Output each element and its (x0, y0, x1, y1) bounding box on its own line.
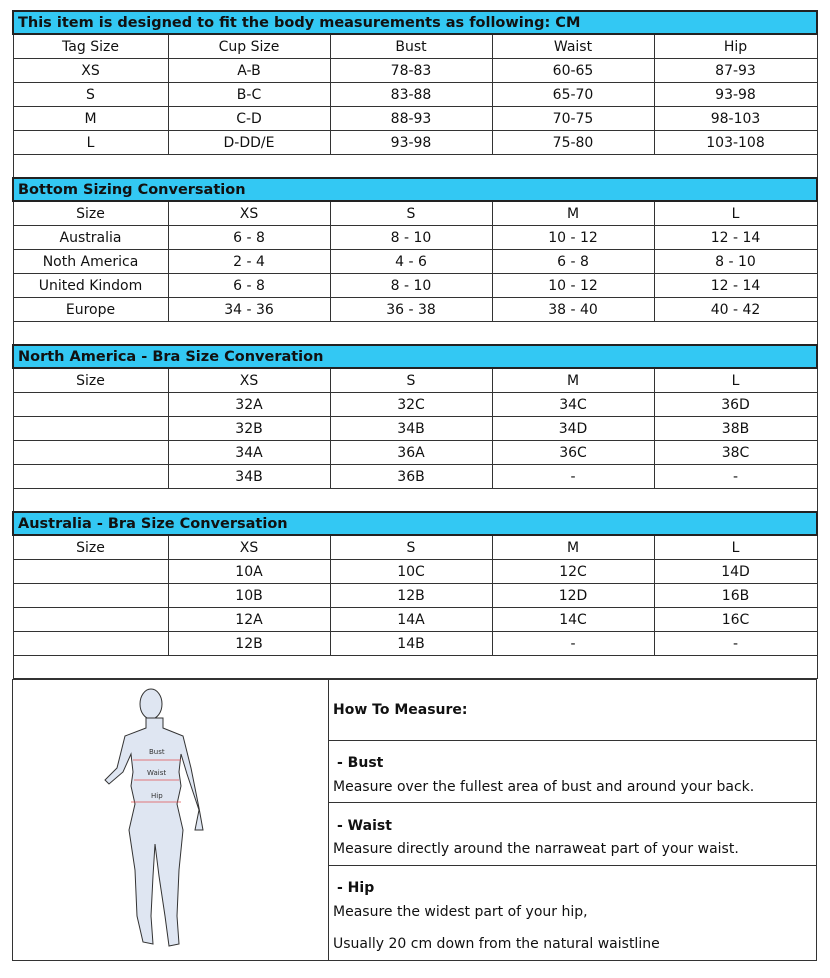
table-row (13, 393, 817, 417)
spacer-row (13, 489, 817, 513)
spacer-cell (13, 155, 817, 179)
table-cell: Noth America (13, 250, 168, 274)
table-cell: 65-70 (492, 83, 654, 107)
hip-heading: - Hip (329, 865, 817, 896)
column-header: S (330, 535, 492, 560)
how-to-measure-section (12, 679, 817, 961)
table-cell: L (13, 131, 168, 155)
table-cell: 98-103 (654, 107, 817, 131)
table-cell (13, 560, 168, 584)
table-cell: 2 - 4 (168, 250, 330, 274)
column-header: Hip (654, 34, 817, 59)
column-header: Size (13, 368, 168, 393)
body-fit-title: This item is designed to fit the body measurements as following: CM (13, 11, 817, 34)
column-header: XS (168, 201, 330, 226)
table-cell: 6 - 8 (492, 250, 654, 274)
column-header: XS (168, 535, 330, 560)
table-cell: 34B (168, 465, 330, 489)
table-cell: A-B (168, 59, 330, 83)
table-cell: 12 - 14 (654, 226, 817, 250)
table-cell: 36C (492, 441, 654, 465)
column-header: S (330, 201, 492, 226)
table-cell: United Kindom (13, 274, 168, 298)
table-cell: 83-88 (330, 83, 492, 107)
table-cell: 12D (492, 584, 654, 608)
table-row (13, 608, 817, 632)
table-cell (13, 393, 168, 417)
table-cell (13, 465, 168, 489)
column-header: L (654, 201, 817, 226)
table-cell: 36D (654, 393, 817, 417)
table-row (13, 298, 817, 322)
table-cell (13, 417, 168, 441)
spacer-cell (13, 489, 817, 513)
table-cell: 12B (330, 584, 492, 608)
hip-instruction: Measure the widest part of your hip, (329, 896, 817, 928)
table-cell: Australia (13, 226, 168, 250)
au-bra-column-header-row (13, 535, 817, 560)
table-cell: 87-93 (654, 59, 817, 83)
table-cell: 93-98 (330, 131, 492, 155)
na-bra-title: North America - Bra Size Converation (13, 345, 817, 368)
table-cell: 4 - 6 (330, 250, 492, 274)
body-fit-column-header-row (13, 34, 817, 59)
table-cell: 34B (330, 417, 492, 441)
table-cell: 8 - 10 (654, 250, 817, 274)
size-tables (12, 10, 818, 679)
table-cell: - (654, 632, 817, 656)
table-cell: 8 - 10 (330, 226, 492, 250)
table-cell: 75-80 (492, 131, 654, 155)
table-cell: 16C (654, 608, 817, 632)
table-cell: 32B (168, 417, 330, 441)
table-cell: 36B (330, 465, 492, 489)
na-bra-column-header-row (13, 368, 817, 393)
table-cell: 12A (168, 608, 330, 632)
spacer-row (13, 155, 817, 179)
figure-bust-label: Bust (149, 748, 165, 756)
how-to-measure-title: How To Measure: (329, 680, 817, 741)
table-cell: 12B (168, 632, 330, 656)
table-row (13, 83, 817, 107)
column-header: S (330, 368, 492, 393)
table-cell: 38 - 40 (492, 298, 654, 322)
table-cell: M (13, 107, 168, 131)
table-cell: 10C (330, 560, 492, 584)
table-row (13, 226, 817, 250)
column-header: M (492, 535, 654, 560)
table-row (13, 131, 817, 155)
table-cell: 36A (330, 441, 492, 465)
table-cell: 16B (654, 584, 817, 608)
figure-waist-label: Waist (147, 769, 167, 777)
table-cell: 34A (168, 441, 330, 465)
table-cell (13, 632, 168, 656)
table-cell: D-DD/E (168, 131, 330, 155)
column-header: L (654, 535, 817, 560)
table-cell: 36 - 38 (330, 298, 492, 322)
table-row (13, 632, 817, 656)
table-cell: 14C (492, 608, 654, 632)
table-row (13, 107, 817, 131)
column-header: M (492, 368, 654, 393)
body-figure-illustration (13, 680, 329, 956)
table-cell: 103-108 (654, 131, 817, 155)
column-header: Size (13, 535, 168, 560)
table-cell: 6 - 8 (168, 226, 330, 250)
spacer-cell (13, 322, 817, 346)
column-header: Size (13, 201, 168, 226)
spacer-row (13, 322, 817, 346)
table-row (13, 250, 817, 274)
bust-heading: - Bust (329, 740, 817, 771)
bottom-sizing-column-header-row (13, 201, 817, 226)
au-bra-title-row (13, 512, 817, 535)
table-cell: 8 - 10 (330, 274, 492, 298)
figure-hip-label: Hip (151, 792, 163, 800)
column-header: Cup Size (168, 34, 330, 59)
bottom-sizing-title-row (13, 178, 817, 201)
table-row (13, 560, 817, 584)
table-cell: 88-93 (330, 107, 492, 131)
waist-instruction: Measure directly around the narraweat part of your waist. (329, 834, 817, 865)
size-chart (12, 10, 816, 961)
table-cell: S (13, 83, 168, 107)
table-cell (13, 608, 168, 632)
table-cell: B-C (168, 83, 330, 107)
table-cell: - (492, 465, 654, 489)
hip-instruction-note: Usually 20 cm down from the natural waistline (329, 928, 817, 960)
table-cell: 14B (330, 632, 492, 656)
waist-heading: - Waist (329, 803, 817, 834)
table-cell: 10A (168, 560, 330, 584)
table-cell: 34C (492, 393, 654, 417)
table-row (13, 274, 817, 298)
table-cell: C-D (168, 107, 330, 131)
table-cell: 38B (654, 417, 817, 441)
bottom-sizing-title: Bottom Sizing Conversation (13, 178, 817, 201)
table-cell (13, 441, 168, 465)
bust-instruction: Measure over the fullest area of bust and around your back. (329, 771, 817, 802)
table-cell: 10B (168, 584, 330, 608)
table-cell: 10 - 12 (492, 274, 654, 298)
table-cell (13, 584, 168, 608)
spacer-cell (13, 656, 817, 679)
table-cell: 34D (492, 417, 654, 441)
table-cell: 93-98 (654, 83, 817, 107)
column-header: Bust (330, 34, 492, 59)
table-cell: 6 - 8 (168, 274, 330, 298)
table-row (13, 441, 817, 465)
spacer-row (13, 656, 817, 679)
table-cell: Europe (13, 298, 168, 322)
table-cell: 60-65 (492, 59, 654, 83)
table-cell: XS (13, 59, 168, 83)
column-header: Waist (492, 34, 654, 59)
column-header: XS (168, 368, 330, 393)
table-cell: 12C (492, 560, 654, 584)
table-cell: 14A (330, 608, 492, 632)
body-figure (13, 680, 329, 961)
table-cell: 70-75 (492, 107, 654, 131)
column-header: Tag Size (13, 34, 168, 59)
table-cell: - (654, 465, 817, 489)
column-header: M (492, 201, 654, 226)
table-cell: 34 - 36 (168, 298, 330, 322)
table-cell: 40 - 42 (654, 298, 817, 322)
table-cell: 78-83 (330, 59, 492, 83)
table-cell: - (492, 632, 654, 656)
table-cell: 14D (654, 560, 817, 584)
table-cell: 32A (168, 393, 330, 417)
table-cell: 10 - 12 (492, 226, 654, 250)
na-bra-title-row (13, 345, 817, 368)
table-row (13, 584, 817, 608)
table-row (13, 59, 817, 83)
au-bra-title: Australia - Bra Size Conversation (13, 512, 817, 535)
table-cell: 32C (330, 393, 492, 417)
column-header: L (654, 368, 817, 393)
table-row (13, 465, 817, 489)
table-cell: 38C (654, 441, 817, 465)
table-row (13, 417, 817, 441)
table-cell: 12 - 14 (654, 274, 817, 298)
size-tables-body (13, 11, 817, 679)
body-fit-title-row (13, 11, 817, 34)
